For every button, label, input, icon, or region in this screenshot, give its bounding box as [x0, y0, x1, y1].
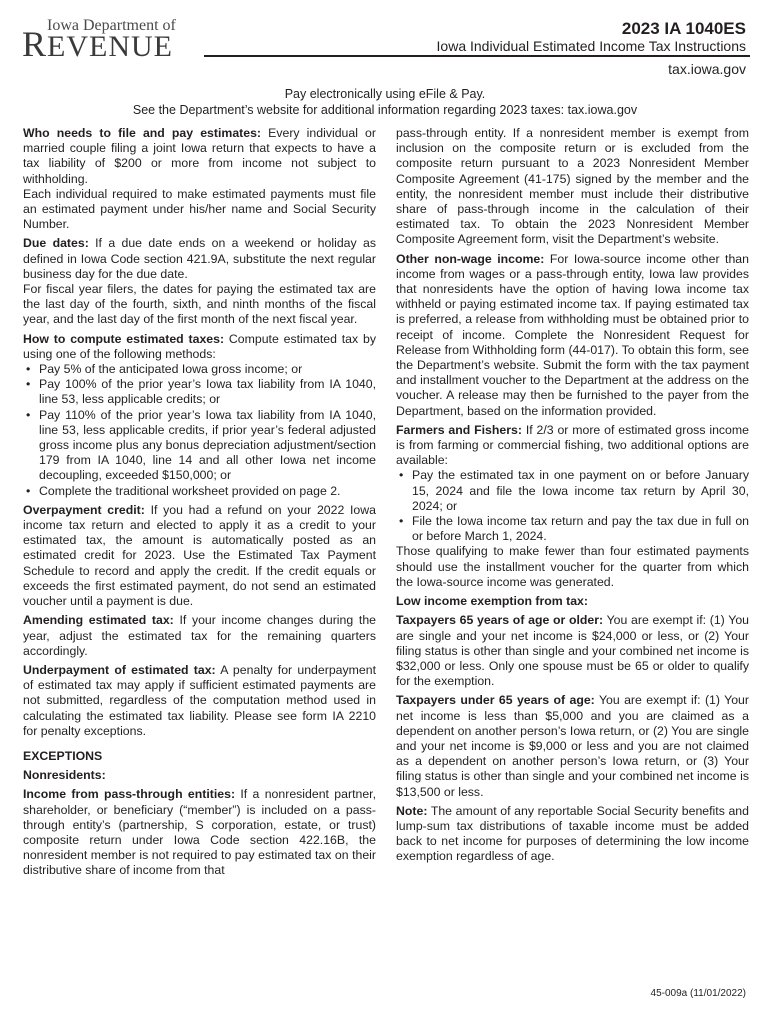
low-income-heading [396, 594, 749, 609]
under65-heading: Taxpayers under 65 years of age: [396, 693, 595, 708]
overpayment-heading: Overpayment credit: [23, 502, 145, 517]
nonwage-paragraph [396, 252, 749, 419]
farmers-heading: Farmers and Fishers: [396, 422, 522, 437]
banner-line-2: See the Department’s website for additional information regarding 2023 taxes: tax.iowa.gov [132, 103, 638, 117]
note-heading: Note: [396, 803, 428, 818]
pass-through-paragraph [23, 787, 376, 878]
overpayment-text: If you had a refund on your 2022 Iowa income tax return and elected to apply it as a credit to your estimated tax, the amount is automatically posted as an estimated credit for 2023. Use the Estimated Tax Payment Schedule to record and apply the credit. If the credit equals or exceeds the first estimated payment, do not send an estimated voucher until a payment is due. [23, 502, 376, 609]
pass-through-continued: pass-through entity. If a nonresident member is exempt from inclusion on the composite return or is excluded from the composite return pursuant to a 2023 Nonresident Member Composite Agreement (41-175) signed by the member and the entity, the nonresident member must include their distributive share of pass-through income in the calculation of their estimated tax. To obtain the 2023 Nonresident Member Composite Agreement form, visit the Department’s website. [396, 126, 749, 247]
header-rule [204, 55, 750, 57]
farmers-list [396, 468, 749, 544]
left-column [23, 126, 376, 879]
low-income-heading-text: Low income exemption from tax: [396, 594, 588, 609]
list-item: • Pay 110% of the prior year’s Iowa tax liability from IA 1040, line 53, less applicable credits, if prior year’s federal adjusted gross income plus any bonus depreciation adjustment/section 179 from IA 1040, line 14 and all other Iowa net income decoupling, exceeded $150,000; or [23, 408, 376, 484]
how-heading: How to compute estimated taxes: [23, 331, 225, 346]
nonresidents-heading [23, 768, 376, 783]
form-title: 2023 IA 1040ES [621, 19, 746, 38]
farmers-paragraph [396, 423, 749, 469]
who-paragraph [23, 126, 376, 187]
under65-text: You are exempt if: (1) Your net income is less than $5,000 and you are claimed as a dependent on another person’s Iowa return, or (2) You are single and your net income is $9,000 or less and you are not claimed as a dependent on another person’s Iowa return, or (3) Your filing status is other than single and your combined net income is $13,500 or less. [396, 693, 749, 799]
logo-rest: EVENUE [47, 30, 173, 63]
list-item: • Pay 5% of the anticipated Iowa gross income; or [23, 362, 376, 377]
pass-through-text: If a nonresident partner, shareholder, or beneficiary (“member”) is included on a pass-through entity’s (partnership, S corporation, estate, or trust) composite return under Iowa Code section 422.16B, the nonresident member is not required to pay estimated tax on their distributive share of income from that [23, 787, 376, 878]
nonwage-heading: Other non-wage income: [396, 251, 545, 266]
note-paragraph [396, 804, 749, 865]
who-text: Every individual or married couple filing a joint Iowa return that expects to have a tax liability of $200 or more from income not subject to withholding. [23, 126, 376, 186]
over65-text: You are exempt if: (1) You are single and your net income is $24,000 or less, or (2) Your filing status is other than single and your combined net income is $32,000 or less. Only one spouse must be 65 or older to qualify for the exemption. [396, 613, 749, 689]
list-item: • Pay the estimated tax in one payment on or before January 15, 2024 and file the Iowa income tax return by April 30, 2024; or [396, 468, 749, 514]
who-paragraph-2: Each individual required to make estimated payments must file an estimated payment under his/her name and Social Security Number. [23, 186, 376, 232]
due-text: If a due date ends on a weekend or holiday as defined in Iowa Code section 421.9A, substitute the next regular business day for the due date. [23, 236, 376, 281]
form-code: 45-009a (11/01/2022) [650, 988, 746, 999]
note-text: The amount of any reportable Social Security benefits and lump-sum tax distributions of taxable income must be added back to net income for purposes of determining the low income exemption regardless of age. [396, 803, 749, 864]
exceptions-heading [23, 749, 376, 764]
form-subtitle: Iowa Individual Estimated Income Tax Instructions [436, 38, 746, 54]
right-column [396, 126, 749, 865]
logo-initial: R [22, 24, 48, 64]
header-url: tax.iowa.gov [668, 61, 746, 77]
nonwage-text: For Iowa-source income other than income from wages or a pass-through entity, Iowa law provides that nonresidents have the option of having Iowa income tax withheld or paying estimated income tax. If paying estimated tax is preferred, a release from withholding must be obtained prior to receipt of income. Complete the Nonresident Request for Release from Withholding form (44-017). To obtain this form, see the Department’s website. Submit the form with the tax payment and installment voucher to the Department at the address on the voucher. A release may then be furnished to the payer from the Department, based on the information provided. [396, 251, 749, 418]
how-list [23, 362, 376, 499]
amending-heading: Amending estimated tax: [23, 613, 174, 628]
due-paragraph [23, 236, 376, 282]
list-item: • Pay 100% of the prior year’s Iowa tax liability from IA 1040, line 53, less applicable credits; or [23, 377, 376, 407]
amending-text: If your income changes during the year, adjust the estimated tax for the remaining quarters accordingly. [23, 613, 376, 658]
how-text: Compute estimated tax by using one of the following methods: [23, 331, 376, 361]
under65-paragraph [396, 693, 749, 799]
underpayment-heading: Underpayment of estimated tax: [23, 662, 216, 677]
who-heading: Who needs to file and pay estimates: [23, 126, 262, 140]
over65-paragraph [396, 613, 749, 689]
amending-paragraph [23, 613, 376, 659]
overpayment-paragraph [23, 503, 376, 609]
farmers-text: If 2/3 or more of estimated gross income is from farming or commercial fishing, two additional options are available: [396, 422, 749, 468]
pass-through-heading: Income from pass-through entities: [23, 787, 236, 802]
banner-line-1: Pay electronically using eFile & Pay. [284, 87, 486, 101]
over65-heading: Taxpayers 65 years of age or older: [396, 613, 604, 628]
list-item: • Complete the traditional worksheet provided on page 2. [23, 484, 376, 499]
how-paragraph [23, 332, 376, 362]
due-paragraph-2: For fiscal year filers, the dates for paying the estimated tax are the last day of the fourth, sixth, and ninth months of the fiscal year, and the last day of the first month of the next fiscal year. [23, 282, 376, 327]
list-item: • File the Iowa income tax return and pay the tax due in full on or before March 1, 2024. [396, 514, 749, 544]
exceptions-heading-text: EXCEPTIONS [23, 748, 103, 763]
due-heading: Due dates: [23, 236, 89, 251]
nonresidents-heading-text: Nonresidents: [23, 768, 106, 783]
logo-agency-line: Iowa Department of [47, 17, 176, 34]
underpayment-text: A penalty for underpayment of estimated tax may apply if sufficient estimated payments are not submitted, regardless of the computation method used in calculating the estimated tax liability. Please see form IA 2210 for penalty exceptions. [23, 662, 376, 738]
underpayment-paragraph [23, 663, 376, 739]
farmers-text-2: Those qualifying to make fewer than four estimated payments should use the installment voucher for the quarter from which the Iowa-source income was generated. [396, 544, 749, 589]
